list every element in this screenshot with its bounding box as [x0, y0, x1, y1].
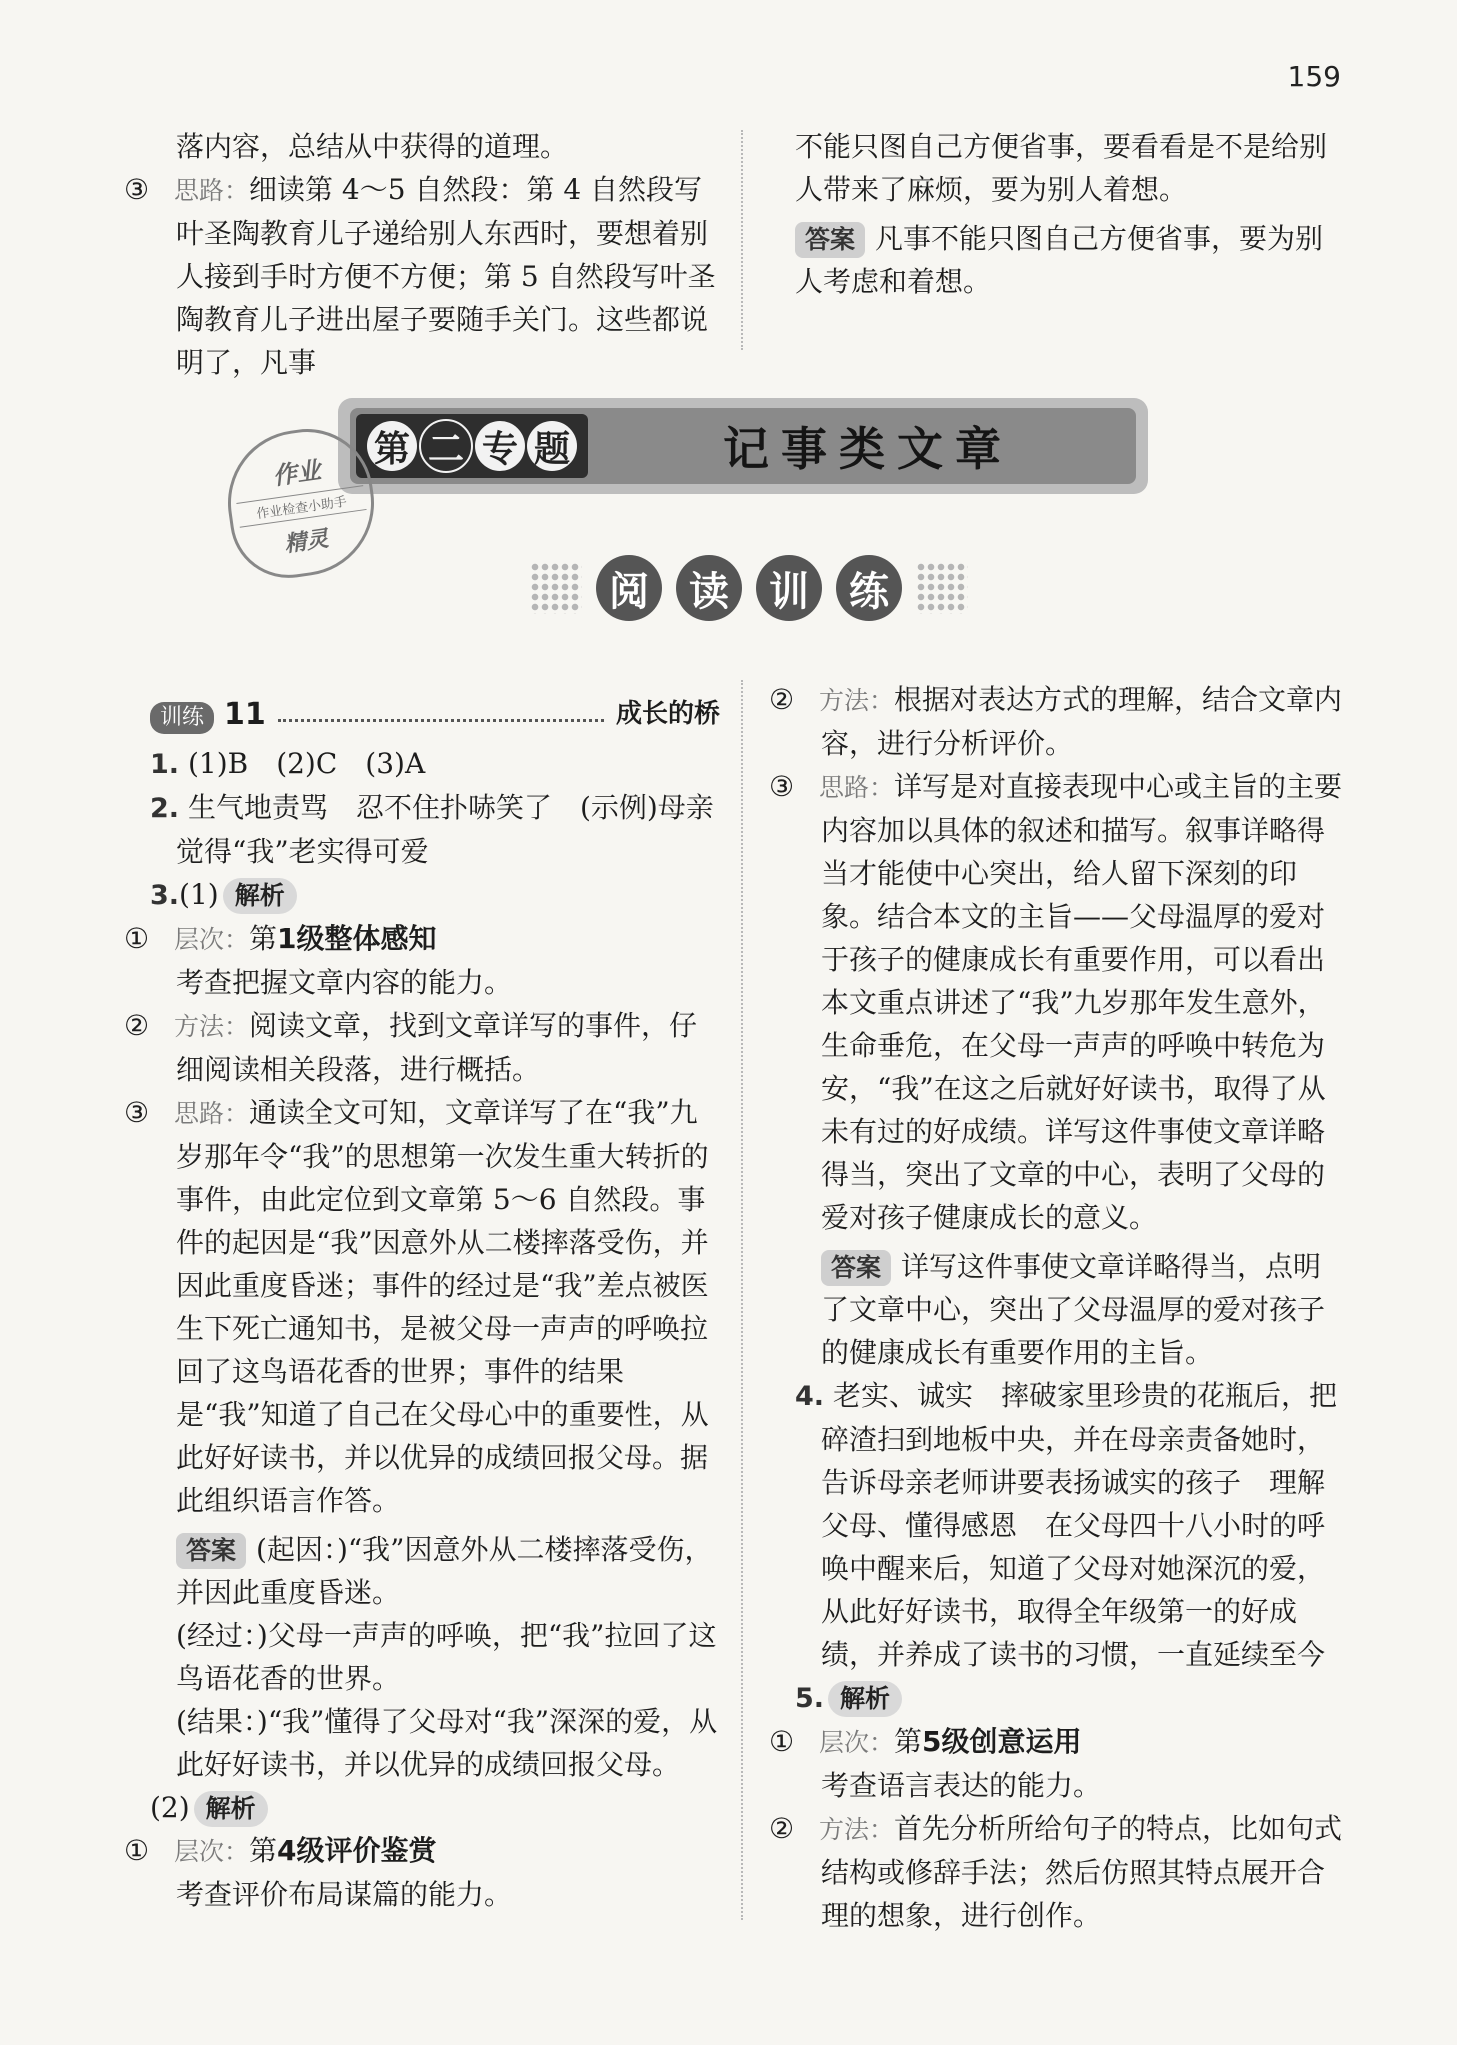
level-line: ① 层次：第1级整体感知 [124, 922, 437, 955]
answer-block: 答案 详写这件事使文章详略得当，点明了文章中心，突出了父母温厚的爱对孩子的健康成长有重要作用的主旨。 [821, 1250, 1326, 1369]
question-5: 5. 解析 [795, 1676, 1343, 1720]
analysis-badge: 解析 [828, 1681, 902, 1717]
section-char: 读 [676, 555, 742, 621]
answer-process: (经过：)父母一声声的呼唤，把“我”拉回了这鸟语花香的世界。 [176, 1619, 717, 1695]
level-desc-2: 考查评价布局谋篇的能力。 [176, 1878, 513, 1911]
answer-badge: 答案 [795, 222, 865, 258]
think-text: 细读第 4～5 自然段：第 4 自然段写叶圣陶教育儿子递给别人东西时，要想着别人接到手时方便不方便；第 5 自然段写叶圣陶教育儿子进出屋子要随手关门。这些都说明了，凡事 [176, 173, 716, 379]
stamp-bottom: 精灵 [282, 526, 331, 558]
think-line: ③ 思路：详写是对直接表现中心或主旨的主要内容加以具体的叙述和描写。叙事详略得当才能使中心突出，给人留下深刻的印象。结合本文的主旨——父母温厚的爱对于孩子的健康成长有重要作用，可以看出本文重点讲述了“我”九岁那年发生意外，生命垂危，在父母一声声的呼唤中转危为安，“我”在这之后就好好读书，取得了从未有过的好成绩。详写这件事使文章详略得当，突出了文章的中心，表明了父母的爱对孩子健康成长的意义。 [769, 770, 1343, 1234]
level-desc: 考查语言表达的能力。 [821, 1769, 1102, 1802]
section-header [530, 555, 968, 621]
level-line: ① 层次：第5级创意运用 [769, 1725, 1082, 1758]
question-1 [150, 742, 720, 786]
training-badge: 训练 [150, 702, 214, 734]
q1-answer: (1)B (2)C (3)A [187, 747, 426, 780]
stamp-middle: 作业检查小助手 [236, 485, 366, 528]
q2-answer: 生气地责骂 忍不住扑哧笑了 (示例)母亲觉得“我”老实得可爱 [176, 791, 714, 868]
training-number: 11 [224, 696, 266, 732]
main-left-column [124, 688, 720, 1916]
level-label: 层次： [174, 925, 250, 954]
section-char: 训 [756, 555, 822, 621]
method-line: ② 方法：阅读文章，找到文章详写的事件，仔细阅读相关段落，进行概括。 [124, 1009, 698, 1086]
section-char: 练 [836, 555, 902, 621]
answer-result: (结果：)“我”懂得了父母对“我”深深的爱，从此好好读书，并以优异的成绩回报父母。 [176, 1705, 718, 1781]
dots-decoration-right [916, 562, 968, 614]
training-title: 成长的桥 [615, 698, 720, 729]
level-number: 1 [277, 922, 297, 955]
top-right-answer [795, 217, 1343, 303]
stamp-top: 作业 [271, 456, 323, 491]
top-right-text: 不能只图自己方便省事，要看看是不是给别人带来了麻烦，要为别人着想。 [795, 130, 1328, 206]
analysis-badge: 解析 [194, 1791, 268, 1827]
answer-badge: 答案 [821, 1250, 891, 1286]
question-2 [150, 786, 720, 873]
top-left-line: 落内容，总结从中获得的道理。 [176, 130, 569, 163]
answer-badge: 答案 [176, 1533, 246, 1569]
question-3-2: (2) 解析 [150, 1786, 720, 1829]
page-number: 159 [1287, 60, 1341, 93]
method-line: ② 方法：根据对表达方式的理解，结合文章内容，进行分析评价。 [769, 683, 1343, 760]
dots-decoration-left [530, 562, 582, 614]
main-right-column [769, 678, 1343, 1937]
method-line-2: ② 方法：首先分析所给句子的特点，比如句式结构或修辞手法；然后仿照其特点展开合理的想象，进行创作。 [769, 1812, 1343, 1932]
think-label: 思路： [174, 1099, 250, 1128]
banner-char: 二 [419, 419, 473, 473]
analysis-badge: 解析 [223, 878, 297, 914]
q3-sub: (1) [179, 878, 219, 911]
banner-char: 第 [367, 421, 417, 471]
method-label: 方法： [174, 1012, 250, 1041]
think-label: 思路： [174, 176, 250, 205]
q2-number: 2. [150, 793, 180, 824]
answer-block: 答案 (起因：)“我”因意外从二楼摔落受伤，并因此重度昏迷。 [176, 1533, 713, 1609]
level-line-2: ① 层次：第4级评价鉴赏 [124, 1834, 437, 1867]
watermark-stamp [219, 421, 384, 586]
answer-text: 凡事不能只图自己方便省事，要为别人考虑和着想。 [795, 222, 1324, 298]
q1-number: 1. [150, 749, 180, 780]
column-divider-main [741, 680, 743, 1920]
banner-topic-label [356, 414, 588, 478]
question-3 [150, 873, 720, 917]
q3-number: 3. [150, 880, 180, 911]
training-header [150, 688, 720, 740]
banner-inner [350, 408, 1136, 484]
column-divider-top [741, 130, 743, 350]
level-desc: 考查把握文章内容的能力。 [176, 966, 513, 999]
banner-char: 题 [527, 421, 577, 471]
banner-title: 记事类文章 [723, 422, 1013, 476]
leader-dots [278, 719, 604, 722]
topic-banner [338, 398, 1148, 494]
question-4: 4. 老实、诚实 摔破家里珍贵的花瓶后，把碎渣扫到地板中央，并在母亲责备她时，告诉母亲老师讲要表扬诚实的孩子 理解父母、懂得感恩 在父母四十八小时的呼唤中醒来后，知道了父母对她深沉的爱，从此好好读书，取得全年级第一的好成绩，并养成了读书的习惯，一直延续至今 [795, 1379, 1337, 1671]
top-left-item-3 [124, 168, 720, 384]
top-right-column [795, 125, 1343, 303]
section-char: 阅 [596, 555, 662, 621]
circled-3: ③ [124, 173, 150, 206]
banner-char: 专 [475, 421, 525, 471]
top-left-column [124, 125, 720, 384]
think-line: ③ 思路：通读全文可知，文章详写了在“我”九岁那年令“我”的思想第一次发生重大转折的事件，由此定位到文章第 5～6 自然段。事件的起因是“我”因意外从二楼摔落受伤，并因此重度昏迷；事件的经过是“我”差点被医生下死亡通知书，是被父母一声声的呼唤拉回了这鸟语花香的世界；事件的结果是“我”知道了自己在父母心中的重要性，从此好好读书，并以优异的成绩回报父母。据此组织语言作答。 [124, 1096, 709, 1517]
